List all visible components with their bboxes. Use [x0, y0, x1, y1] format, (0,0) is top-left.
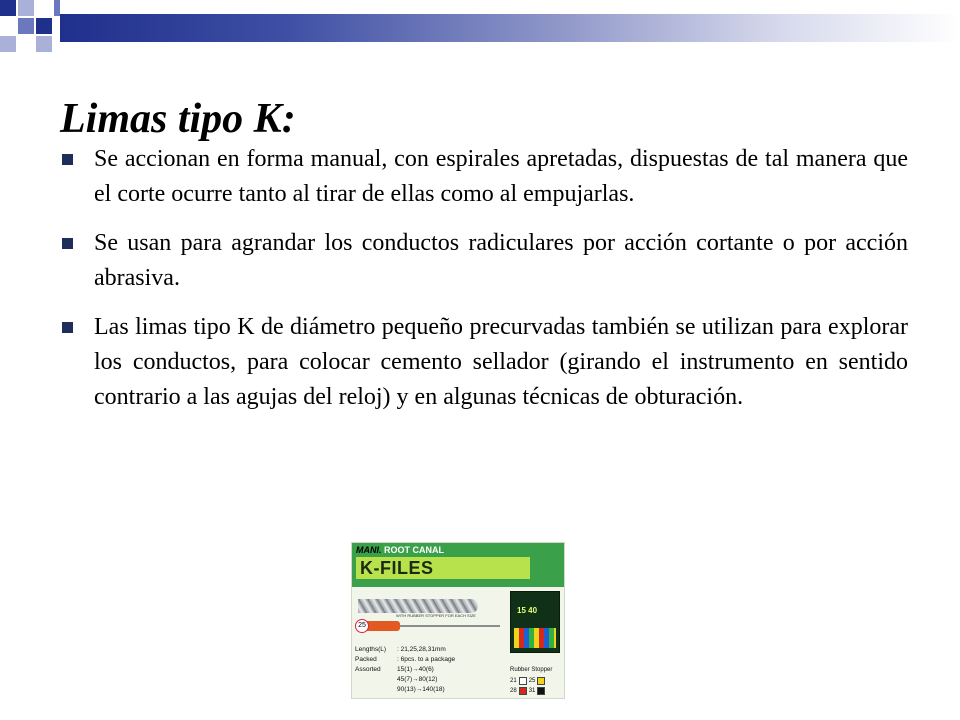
product-specs — [355, 645, 505, 695]
bullet-item — [60, 226, 908, 296]
spec-row: Assorted 15(1)→40(6) — [355, 666, 434, 673]
bullet-text: Las limas tipo K de diámetro pequeño precurvadas también se utilizan para explorar los conductos, para colocar cemento sellador (girando el instrumento en sentido contrario a las agujas del reloj) y en algunas técnicas de obturación. — [94, 314, 908, 410]
product-header — [352, 543, 564, 587]
product-name: K-FILES — [356, 557, 530, 579]
file-box-picture — [510, 591, 560, 653]
header-square — [18, 0, 34, 16]
spec-row: 45(7)→80(12) — [397, 676, 438, 683]
bullet-list — [60, 142, 908, 429]
file-shaft-icon — [400, 625, 500, 627]
rubber-stopper-row: 28 31 — [510, 687, 545, 695]
file-size-badge: 25 — [355, 619, 369, 633]
square-bullet-icon — [62, 238, 73, 249]
k-files-product-image — [351, 542, 565, 699]
square-bullet-icon — [62, 154, 73, 165]
square-bullet-icon — [62, 322, 73, 333]
rubber-stopper-row: 21 25 — [510, 677, 545, 685]
bullet-text: Se usan para agrandar los conductos radiculares por acción cortante o por acción abrasiva. — [94, 230, 908, 291]
bullet-item — [60, 310, 908, 415]
spec-row: 90(13)→140(18) — [397, 686, 445, 693]
header-gradient-bar — [60, 14, 960, 42]
header-square — [18, 18, 34, 34]
box-size-label: 15 40 — [517, 606, 538, 615]
bullet-text: Se accionan en forma manual, con espirales apretadas, dispuestas de tal manera que el corte ocurre tanto al tirar de ellas como al empujarlas. — [94, 146, 908, 207]
file-spiral-icon — [358, 599, 478, 613]
product-details — [352, 587, 564, 698]
header-square — [36, 36, 52, 52]
rubber-stopper-title: Rubber Stopper — [510, 667, 553, 673]
header-square — [36, 18, 52, 34]
stopper-note: WITH RUBBER STOPPER FOR EACH SIZE — [396, 613, 476, 618]
spec-row: Packed : 6pcs. to a package — [355, 656, 456, 663]
header-square — [0, 0, 16, 16]
slide-title: Limas tipo K: — [60, 96, 296, 142]
product-brand: MANI. ROOT CANAL — [356, 545, 445, 555]
header-square — [0, 36, 16, 52]
spec-row: Lengths(L) : 21,25,28,31mm — [355, 646, 446, 653]
file-handles-icon — [514, 628, 556, 648]
bullet-item — [60, 142, 908, 212]
